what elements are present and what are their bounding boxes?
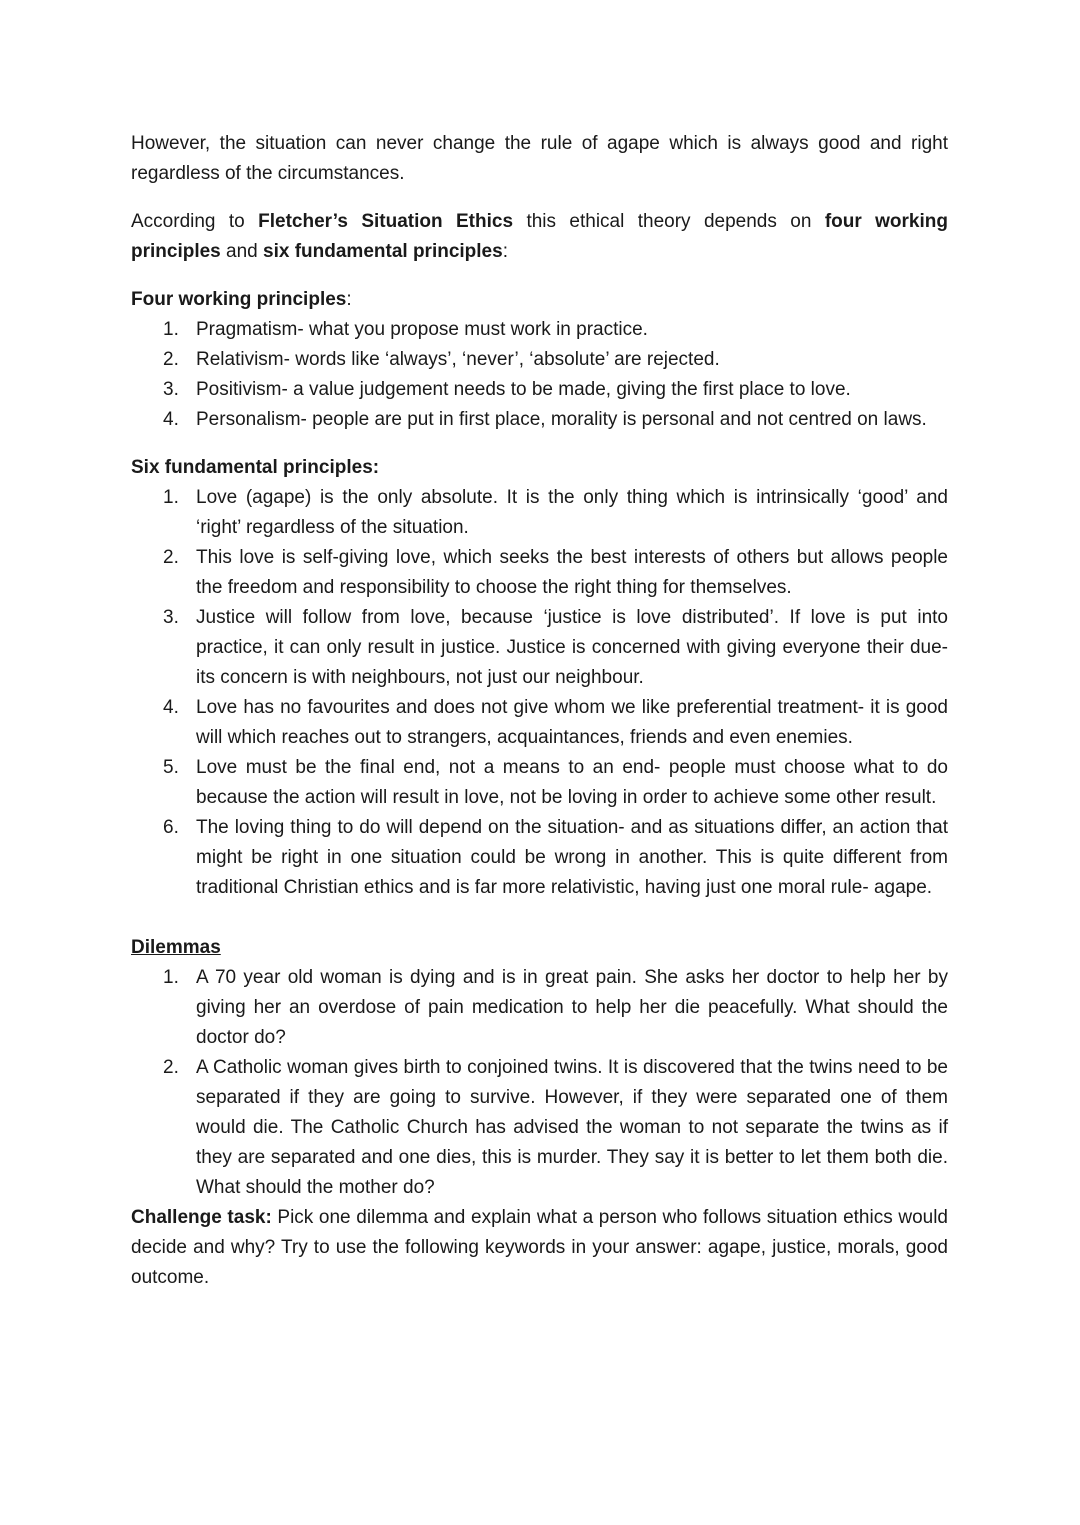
fletcher-bold-situation-ethics: Fletcher’s Situation Ethics [258, 211, 514, 232]
intro-paragraph: However, the situation can never change the rule of agape which is always good and right regardless of the circumstances. [131, 133, 948, 184]
dilemmas-list [131, 963, 948, 1203]
working-principles-title: Four working principles [131, 289, 347, 310]
list-number: 2. [163, 547, 179, 568]
fletcher-bold-six-fundamental: six fundamental principles [263, 241, 503, 262]
list-number: 1. [163, 487, 179, 508]
list-text: Personalism- people are put in first place, morality is personal and not centred on laws. [196, 409, 927, 430]
list-text: A Catholic woman gives birth to conjoined twins. It is discovered that the twins need to be separated if they are going to survive. However, if they were separated one of them would die. The Catholic Church has advised the woman to not separate the twins as if they are separated and one dies, this is murder. They say it is better to let them both die. What should the mother do? [196, 1057, 948, 1198]
list-item [131, 483, 948, 543]
fletcher-text-1: According to [131, 211, 259, 232]
list-text: Positivism- a value judgement needs to be made, giving the first place to love. [196, 379, 851, 400]
list-text: Love must be the final end, not a means to an end- people must choose what to do because the action will result in love, not be loving in order to achieve some other result. [196, 757, 948, 808]
list-item [131, 603, 948, 693]
document-page [131, 129, 948, 1293]
list-text: Love (agape) is the only absolute. It is the only thing which is intrinsically ‘good’ and ‘right’ regardless of the situation. [196, 487, 948, 538]
working-principles-heading [131, 285, 948, 315]
dilemmas-section [131, 933, 948, 1293]
list-text: The loving thing to do will depend on the situation- and as situations differ, an action that might be right in one situation could be wrong in another. This is quite different from traditional Christian ethics and is far more relativistic, having just one moral rule- agape. [196, 817, 948, 898]
fletcher-text-2: this ethical theory depends on [513, 211, 825, 232]
fletcher-text-3: and [220, 241, 264, 262]
working-principles-colon: : [346, 289, 352, 310]
list-item [131, 315, 948, 345]
list-item [131, 753, 948, 813]
list-item [131, 963, 948, 1053]
list-number: 1. [163, 319, 179, 340]
list-text: Love has no favourites and does not give whom we like preferential treatment- it is good will which reaches out to strangers, acquaintances, friends and even enemies. [196, 697, 948, 748]
challenge-task-label: Challenge task: [131, 1207, 272, 1228]
list-number: 3. [163, 607, 179, 628]
list-number: 1. [163, 967, 179, 988]
list-number: 4. [163, 409, 179, 430]
challenge-task-paragraph [131, 1203, 948, 1293]
list-number: 6. [163, 817, 179, 838]
list-number: 2. [163, 1057, 179, 1078]
working-principles-list [131, 315, 948, 435]
list-text: Pragmatism- what you propose must work in practice. [196, 319, 648, 340]
list-text: A 70 year old woman is dying and is in great pain. She asks her doctor to help her by giving her an overdose of pain medication to help her die peacefully. What should the doctor do? [196, 967, 948, 1048]
fletcher-paragraph [131, 207, 948, 267]
fundamental-principles-section [131, 453, 948, 903]
fundamental-principles-list [131, 483, 948, 903]
list-item [131, 1053, 948, 1203]
fletcher-bold-four-working: four working principles [131, 211, 948, 262]
fletcher-text-4: : [502, 241, 508, 262]
list-text: Justice will follow from love, because ‘justice is love distributed’. If love is put into practice, it can only result in justice. Justice is concerned with giving everyone their due- its concern is with neighbours, not just our neighbour. [196, 607, 948, 688]
dilemmas-heading: Dilemmas [131, 937, 221, 958]
list-number: 2. [163, 349, 179, 370]
working-principles-section [131, 285, 948, 435]
list-item [131, 375, 948, 405]
challenge-task-text: Pick one dilemma and explain what a person who follows situation ethics would decide and why? Try to use the following keywords in your answer: agape, justice, morals, good outcome. [131, 1207, 948, 1288]
list-number: 5. [163, 757, 179, 778]
list-number: 4. [163, 697, 179, 718]
list-item [131, 813, 948, 903]
list-item [131, 693, 948, 753]
fundamental-principles-heading: Six fundamental principles: [131, 457, 380, 478]
list-text: Relativism- words like ‘always’, ‘never’, ‘absolute’ are rejected. [196, 349, 720, 370]
list-number: 3. [163, 379, 179, 400]
list-item [131, 543, 948, 603]
list-text: This love is self-giving love, which seeks the best interests of others but allows people the freedom and responsibility to choose the right thing for themselves. [196, 547, 948, 598]
list-item [131, 345, 948, 375]
list-item [131, 405, 948, 435]
